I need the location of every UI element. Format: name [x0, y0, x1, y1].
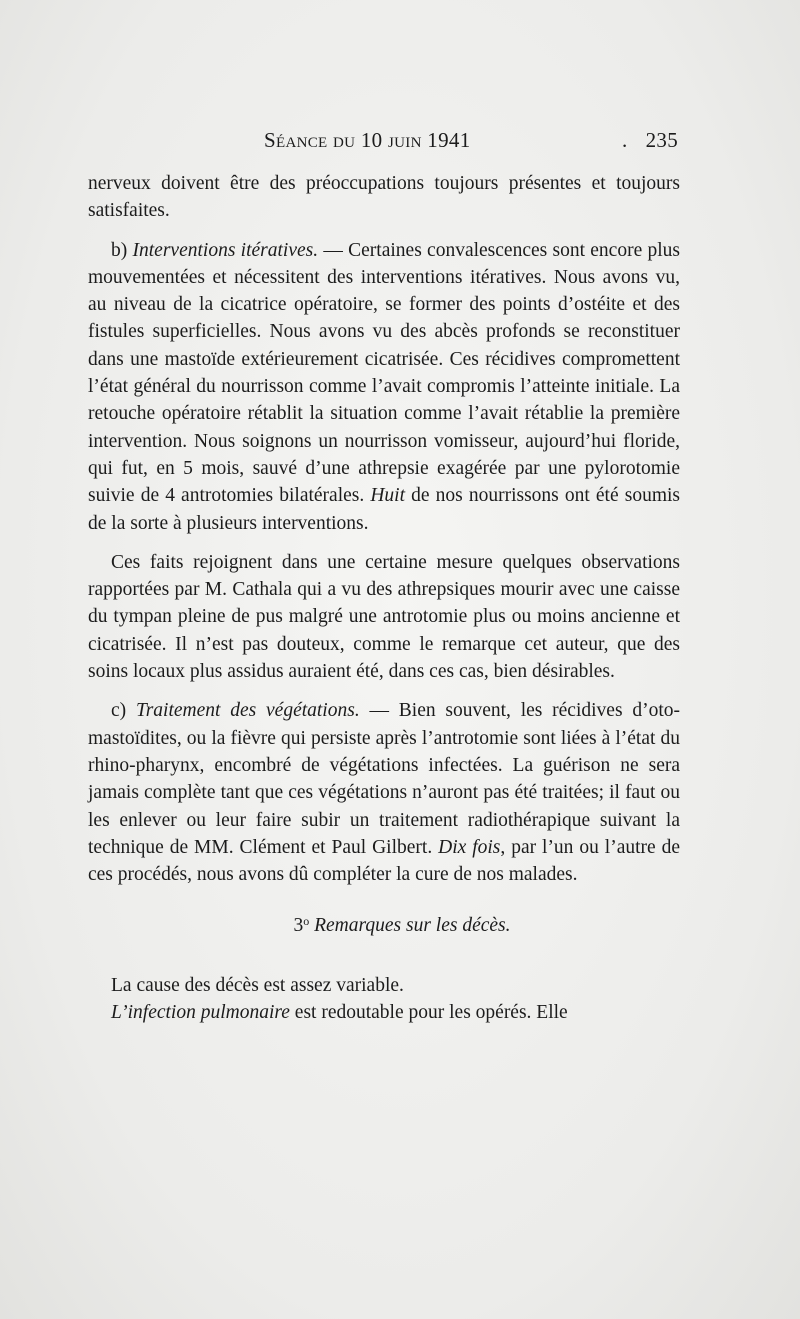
paragraph-interventions-iteratives	[88, 237, 680, 537]
paragraph-text: — Bien souvent, les récidives d’oto-mastoïdites, ou la fièvre qui persiste après l’antrotomie sont liées à l’état du rhino-pharynx, encombré de végétations infectées. La guérison ne sera jamais complète tant que ces végétations n’auront pas été traitées; il faut ou les enlever ou leur faire subir un traitement radiothérapique suivant la technique de MM. Clément et Paul Gilbert.	[88, 700, 680, 858]
paragraph-traitement-vegetations	[88, 697, 680, 888]
item-label-c: c)	[111, 700, 136, 722]
closing-paragraphs	[88, 972, 680, 1027]
paragraph-text: , par l’un ou l’autre de ces procédés, nous avons dû compléter la cure de nos malades.	[88, 836, 680, 886]
paragraph-continuation: nerveux doivent être des préoccupations toujours présentes et toujours satisfaites.	[88, 173, 680, 222]
paragraph-text: — Certaines convalescences sont encore plus mouvementées et nécessitent des interventions itératives. Nous avons vu, au niveau de la cicatrice opératoire, se former des points d’ostéite et des fistules superficielles. Nous avons vu des abcès profonds se reconstituer dans une mastoïde extérieurement cicatrisée. Ces récidives compromettent l’état général du nourrisson comme l’avait compromis l’atteinte initiale. La retouche opératoire rétablit la situation comme l’avait rétablie la première intervention. Nous soignons un nourrisson vomisseur, aujourd’hui floride, qui fut, en 5 mois, sauvé d’une athrepsie exagérée par une pylorotomie suivie de 4 antrotomies bilatérales.	[88, 239, 680, 507]
running-title-day: 10	[360, 128, 383, 152]
page-header	[88, 128, 680, 156]
run-in-heading-traitement: Traitement des végétations.	[135, 700, 360, 722]
item-label-b: b)	[111, 239, 133, 261]
section-heading-deces	[88, 908, 680, 939]
running-title-year: 1941	[427, 128, 471, 152]
emphasis-infection-pulmonaire: L’infection pulmonaire	[111, 1002, 290, 1024]
running-title	[264, 128, 471, 153]
running-title-session: Séance du	[264, 128, 356, 152]
section-ordinal: o	[303, 914, 310, 929]
emphasis-huit: Huit	[370, 485, 406, 507]
paragraph-infection-pulmonaire	[88, 999, 680, 1026]
paragraph-text: de nos nourrissons ont été soumis de la sorte à plusieurs interventions.	[88, 485, 680, 534]
header-dot: .	[622, 128, 628, 152]
paragraph-cathala: Ces faits rejoignent dans une certaine mesure quelques observations rapportées par M. Cathala qui a vu des athrepsiques mourir avec une caisse du tympan pleine de pus malgré une antrotomie plus ou moins ancienne et cicatrisée. Il n’est pas douteux, comme le remarque cet auteur, que des soins locaux plus assidus auraient été, dans ces cas, bien désirables.	[88, 551, 680, 683]
section-title: Remarques sur les décès.	[314, 915, 511, 937]
run-in-heading-interventions: Interventions itératives.	[132, 239, 319, 261]
body-text	[88, 170, 680, 1026]
paragraph-text: est redoutable pour les opérés. Elle	[289, 1002, 568, 1024]
page-number: 235	[645, 128, 678, 152]
paragraph-cause-deces: La cause des décès est assez variable.	[111, 974, 404, 996]
running-title-month: juin	[388, 128, 422, 152]
emphasis-dix-fois: Dix fois	[438, 836, 501, 858]
section-number: 3	[293, 915, 304, 937]
